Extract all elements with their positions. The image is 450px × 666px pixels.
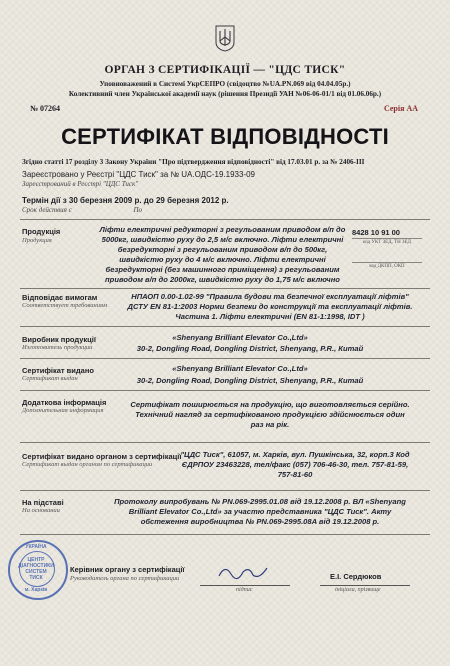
issued-by-label: Сертифікат видано органом з сертифікації	[22, 452, 182, 461]
stamp-text-3: СИСТЕМ	[25, 569, 47, 575]
issued-to-label-ru: Сертификат выдан	[22, 375, 78, 382]
stamp-top-text: УКРАЇНА	[25, 544, 47, 550]
manufacturer-label: Виробник продукції	[22, 335, 96, 344]
certificate-title: СЕРТИФІКАТ ВІДПОВІДНОСТІ	[61, 124, 389, 149]
certificate-number: № 07264	[30, 104, 61, 113]
basis-text: Протоколу випробувань № PN.069-2995.01.08 від 19.12.2008 р. ВЛ «Shenyang Brilliant Elevator Co.,Ltd» за участю представника "ЦДС Тиск". Акту обстеження виробництва № PN.069-2995.08A від 19.12.2008 р.	[114, 497, 406, 526]
requirements-label: Відповідає вимогам	[22, 293, 98, 302]
stamp-text-2: ДІАГНОСТИКИ	[18, 563, 54, 569]
divider	[20, 219, 430, 220]
product-code-label2: код ДКПП, ОКП	[352, 262, 422, 269]
issued-by-label-ru: Сертификат выдан органом по сертификации	[22, 461, 153, 468]
issued-to-address: 30-2, Dongling Road, Dongling District, Shenyang, P.R., Китай	[136, 376, 364, 385]
certification-stamp-icon	[8, 540, 68, 600]
registry-label-ru: Зареєстрований в Реєстрі "ЦДС Тиск"	[22, 180, 139, 188]
academy-line: Колективний член Української академії наук (рішення Президії УАН №06-06-01/1 від 01.06.06р.)	[68, 90, 382, 98]
basis-label: На підставі	[22, 498, 64, 507]
basis-label-ru: На основании	[22, 507, 60, 514]
stamp-text-1: ЦЕНТР	[27, 557, 45, 563]
validity-term-ru	[22, 206, 142, 214]
manufacturer-name: «Shenyang Brilliant Elevator Co.,Ltd»	[172, 333, 308, 342]
validity-to-label: По	[133, 206, 143, 214]
issued-to-label: Сертифікат видано	[22, 366, 94, 375]
name-caption: ініціали, прізвище	[335, 587, 381, 593]
product-code: 8428 10 91 00	[352, 228, 400, 237]
series-label	[384, 104, 418, 113]
divider	[20, 390, 430, 391]
head-label: Керівник органу з сертифікації	[70, 565, 185, 574]
additional-info-text: Сертифікат поширюється на продукцію, що виготовляється серійно. Технічний нагляд за сертифікованою продукцією здійснюється один раз на рік.	[130, 400, 410, 429]
divider	[20, 288, 430, 289]
head-label-ru: Руководитель органа по сертификации	[70, 575, 180, 582]
law-reference: Згідно статті 17 розділу 3 Закону України "Про підтвердження відповідності" від 17.03.01 р. за № 2406-III	[22, 158, 365, 166]
additional-info-label-ru: Дополнительная информация	[22, 407, 104, 414]
divider	[20, 442, 430, 443]
handwritten-signature-icon	[215, 560, 275, 582]
signer-name: Е.І. Сердюков	[330, 572, 382, 581]
additional-info-label: Додаткова інформація	[22, 398, 107, 407]
manufacturer-address: 30-2, Dongling Road, Dongling District, Shenyang, P.R., Китай	[136, 344, 364, 353]
signature-line	[200, 585, 290, 586]
stamp-bottom-text: м. Харків	[24, 587, 48, 593]
requirements-label-ru: Соответствует требованиям	[22, 302, 108, 309]
registry-number: Зареєстровано у Реєстрі "ЦДС Тиск" за № UA.ОДС-19.1933-09	[22, 170, 255, 179]
trident-emblem-icon	[214, 24, 236, 52]
series-label-text: Серія	[384, 104, 405, 113]
divider	[20, 490, 430, 491]
manufacturer-label-ru: Изготовитель продукции	[22, 344, 93, 351]
divider	[20, 534, 430, 535]
stamp-text-4: ТИСК	[29, 575, 43, 581]
authorization-line: Уповноважений в Системі УкрСЕПРО (свідоцтво №UA.PN.069 від 04.04.05р.)	[99, 80, 351, 88]
issued-to-name: «Shenyang Brilliant Elevator Co.,Ltd»	[172, 364, 308, 373]
requirements-text: НПАОП 0.00-1.02-99 "Правила будови та безпечної експлуатації ліфтів" ДСТУ EN 81-1:2003 Норми безпеки до конструкції та експлуатації ліфтів. Частина 1. Ліфти електричні (EN 81-1:1998, IDT )	[127, 292, 413, 321]
divider	[20, 358, 430, 359]
product-code-label: код УКТ ЗЕД, ТН ЗЕД	[352, 238, 422, 245]
product-label-ru: Продукция	[22, 237, 52, 244]
organ-title: ОРГАН З СЕРТИФІКАЦІЇ — "ЦДС ТИСК"	[104, 64, 346, 76]
name-line	[320, 585, 410, 586]
signature-caption: підпис	[236, 587, 253, 593]
validity-from-label: Срок действия с	[22, 206, 72, 214]
validity-term: Термін дії з 30 березня 2009 р. до 29 березня 2012 р.	[22, 196, 229, 205]
product-label: Продукція	[22, 227, 61, 236]
series-value: АА	[406, 104, 418, 113]
divider	[20, 326, 430, 327]
product-text: Ліфти електричні редукторні з регульованим приводом в/п до 5000кг, швидкістю руху до 2,5 м/с включно. Ліфти електричні безредукторні з регульованим приводом в/п до 500кг, швидкістю руху до 4 м/с включно. Ліфти електричні безредукторні (без машинного приміщення) з регульованим приводом в/п до 2000кг, швидкістю руху до 1,75 м/с включно	[99, 225, 346, 284]
issued-by-text: "ЦДС Тиск", 61057, м. Харків, вул. Пушкінська, 32, корп.3 Код ЄДРПОУ 23463228, тел/факс (057) 706-46-30, тел. 757-81-59, 757-81-60	[180, 450, 410, 479]
